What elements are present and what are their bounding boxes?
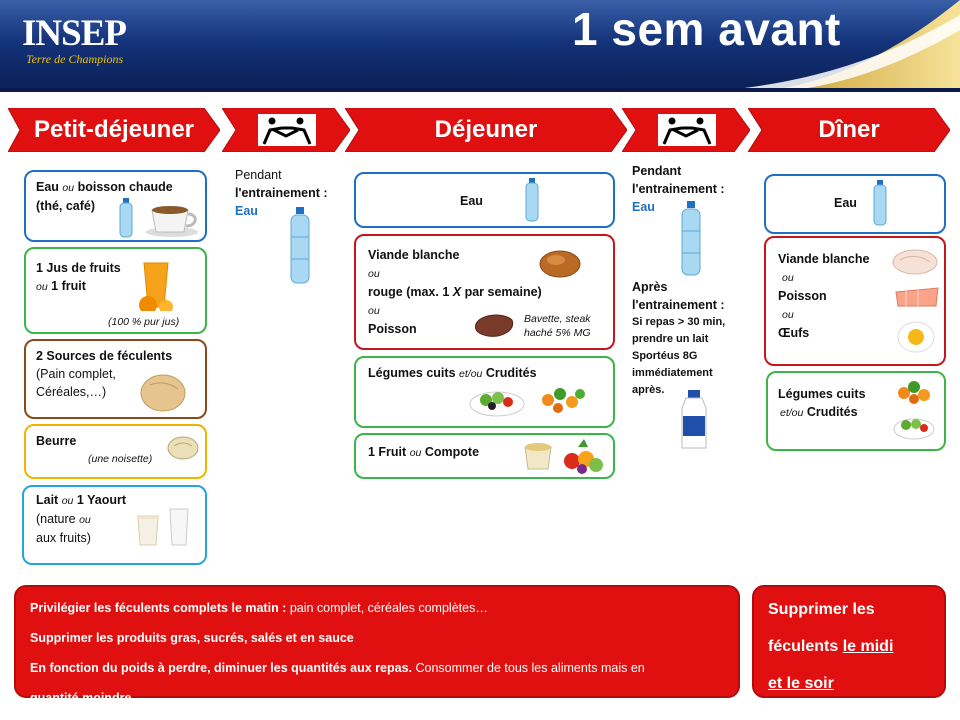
dinner-water-card [764,174,946,234]
warning-line-1: Supprimer les [768,601,875,618]
dinner-water-label: Eau [834,196,857,210]
training-chevron-2 [622,108,750,152]
salad-icon [892,413,936,441]
meal-label-breakfast: Petit-déjeuner [33,116,195,143]
salmon-icon [894,284,940,310]
lunch-water-card [354,172,615,228]
logo-text: INSEP [22,13,126,54]
butter-icon [166,434,200,462]
orange-juice-icon [134,257,176,311]
advice-line-4: quantité moindre [30,691,132,705]
dinner-veg-text: Légumes cuits et/ou Crudités [778,387,866,419]
juice-text: 1 Jus de fruits ou 1 fruit [36,261,121,293]
lunch-water-label: Eau [460,194,483,208]
butter-note: (une noisette) [88,453,153,465]
meal-label-lunch: Déjeuner [434,116,538,143]
lunch-fruit-card [354,433,615,479]
water-bottle-icon [872,180,888,226]
butter-label: Beurre [36,434,77,448]
meal-chevron-breakfast [8,108,220,152]
chevron-shape [622,108,750,152]
milk-bottle-icon [680,390,708,450]
training1-text: Pendant l'entrainement : Eau [235,168,328,218]
breakfast-butter-card [24,424,207,479]
vegetables-icon [536,382,590,418]
training2-after-text: Après l'entrainement : [632,280,725,312]
salad-icon [468,384,526,418]
breakfast-dairy-card [22,485,207,565]
wrestling-pictogram-icon [658,114,716,146]
starch-text: 2 Sources de féculents (Pain complet, Céréales,…) [36,349,173,399]
insep-logo [22,14,126,67]
meat-note: Bavette, steak haché 5% MG [524,313,591,339]
water-bottle-icon [288,207,312,285]
fried-egg-icon [896,320,936,354]
meal-chevron-dinner [748,108,950,152]
lunch-protein-text: Viande blanche ou rouge (max. 1 X par semaine) ou Poisson [368,248,542,336]
milk-glass-icon [168,507,190,547]
bread-roll-icon [138,371,188,413]
advice-line-1: Privilégier les féculents complets le matin : pain complet, céréales complètes… [30,601,488,615]
steak-icon [472,312,516,340]
warning-line-2: féculents le midi [768,638,894,655]
dinner-vegetables-card [766,371,946,451]
yogurt-icon [136,513,160,547]
advice-line-2: Supprimer les produits gras, sucrés, salés et en sauce [30,631,354,645]
training2-during-text: Pendant l'entrainement : Eau [632,164,725,214]
starch-warning-banner [752,585,946,698]
page-title: 1 sem avant [572,3,841,55]
drink-text: Eau ou boisson chaude (thé, café) [36,180,173,213]
water-bottle-icon [118,198,134,238]
chicken-breast-icon [890,246,940,278]
training-chevron-1 [222,108,350,152]
meal-label-dinner: Dîner [818,116,880,143]
dinner-protein-text: Viande blanche ou Poisson ou Œufs [778,252,870,340]
breakfast-drink-card [24,170,207,242]
compote-icon [522,439,554,473]
logo-tagline: Terre de Champions [26,52,124,66]
water-bottle-icon [680,201,702,277]
breakfast-starch-card [24,339,207,419]
chevron-shape [222,108,350,152]
fruit-basket-icon [560,437,606,475]
header-bar [0,0,960,92]
training2-after-details: Si repas > 30 min, prendre un lait Sportéus 8G immédiatement après. [632,316,726,396]
dinner-protein-card [764,236,946,366]
breakfast-juice-card [24,247,207,334]
vegetables-icon [894,377,934,407]
advice-line-3: En fonction du poids à perdre, diminuer les quantités aux repas. Consommer de tous les aliments mais en [30,661,645,675]
coffee-cup-icon [144,202,202,238]
lunch-fruit-text: 1 Fruit ou Compote [368,445,480,459]
warning-line-3: et le soir [768,675,834,692]
roast-chicken-icon [536,244,584,280]
meal-chevron-lunch [345,108,627,152]
lunch-protein-card [354,234,615,350]
wrestling-pictogram-icon [258,114,316,146]
lunch-vegetables-card [354,356,615,428]
water-bottle-icon [524,178,540,222]
dairy-text: Lait ou 1 Yaourt (nature ou aux fruits) [36,493,126,545]
juice-note: (100 % pur jus) [108,316,180,328]
lunch-veg-text: Légumes cuits et/ou Crudités [368,366,537,380]
advice-banner [14,585,740,705]
